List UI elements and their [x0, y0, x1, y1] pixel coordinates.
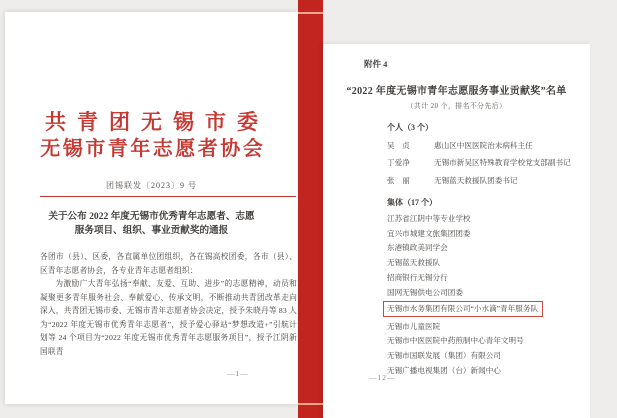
groups-section: [387, 197, 587, 375]
red-spine-bar: [298, 0, 323, 418]
individual-desc: 惠山区中医医院治未病科主任: [434, 140, 533, 150]
individual-name: 张 丽: [387, 175, 410, 185]
individual-name: 吴 贞: [387, 140, 410, 150]
group-row: 无锡广播电视集团（台）新闻中心: [387, 365, 501, 375]
group-row-highlighted: 无锡市水务集团有限公司“小水滴”青年服务队: [383, 301, 543, 317]
document-title: [5, 210, 298, 237]
individual-desc: 无锡市新吴区特殊教育学校党支部副书记: [434, 158, 571, 168]
body-paragraph: 为激励广大青年弘扬“奉献、友爱、互助、进步”的志愿精神，动员和凝聚更多青年服务社会、奉献爱心、传承文明，不断推动共青团改革走向深入，共青团无锡市委、无锡市青年志愿者协会决定，授予朱晓丹等 83 人为“2022 年度无锡市优秀青年志愿者”，授予爱心驿站“梦想改造+”引航计划等 24 个项目为“2022 年度无锡市优秀青年志愿服务项目”，授予江阴新国联青: [40, 279, 297, 356]
left-page-number: —1—: [227, 369, 249, 378]
document-body: [40, 250, 297, 358]
right-page-number: —12—: [369, 373, 396, 382]
group-row: 国网无锡供电公司团委: [387, 287, 463, 297]
group-row: 东港镇政美同学会: [387, 243, 448, 253]
document-number: 团锡联发〔2023〕9 号: [106, 181, 197, 190]
individual-row: [387, 140, 582, 151]
salutation-paragraph: 各团市（县）、区委，各直属单位团组织，各在锡高校团委，各市（县）、区青年志愿者协会，各专业青年志愿者组织：: [40, 252, 297, 275]
group-row: 无锡市国联发展（集团）有限公司: [387, 351, 501, 361]
award-list-subtitle: （共计 20 个，排名不分先后）: [406, 103, 507, 110]
letterhead-line2: 无锡市青年志愿者协会: [40, 138, 266, 160]
individual-row: [387, 175, 582, 186]
letterhead-line1: 共青团无锡市委: [45, 110, 269, 134]
group-row: 招商银行无锡分行: [387, 272, 448, 282]
red-letterhead: [5, 110, 298, 161]
document-title-line2: 服务项目、组织、事业贡献奖的通报: [74, 224, 229, 236]
group-row: 宜兴市城建文旅集团团委: [387, 228, 471, 238]
spine-bottom-edge-line: [298, 403, 323, 405]
individuals-header: 个人（3 个）: [387, 123, 433, 132]
group-row: 无锡市儿童医院: [387, 321, 441, 331]
group-row: 江苏省江阴中等专业学校: [387, 213, 471, 223]
document-title-line1: 关于公布 2022 年度无锡市优秀青年志愿者、志愿: [48, 211, 255, 222]
left-document-page: [5, 12, 298, 404]
groups-header: 集体（17 个）: [387, 198, 437, 207]
individuals-section: [387, 122, 582, 186]
red-divider-rule: [40, 196, 296, 197]
award-list-title: “2022 年度无锡市青年志愿服务事业贡献奖”名单: [346, 86, 567, 97]
individual-desc: 无锡蓝天救援队团委书记: [434, 175, 518, 185]
group-row: 无锡市中医医院中药煎制中心青年文明号: [387, 336, 524, 346]
individual-name: 丁爱净: [387, 158, 410, 168]
spine-top-edge-line: [298, 12, 323, 14]
individual-row: [387, 157, 582, 168]
right-document-page: [323, 44, 590, 418]
attachment-label: 附件 4: [364, 59, 388, 69]
group-row: 无锡蓝天救援队: [387, 258, 441, 268]
